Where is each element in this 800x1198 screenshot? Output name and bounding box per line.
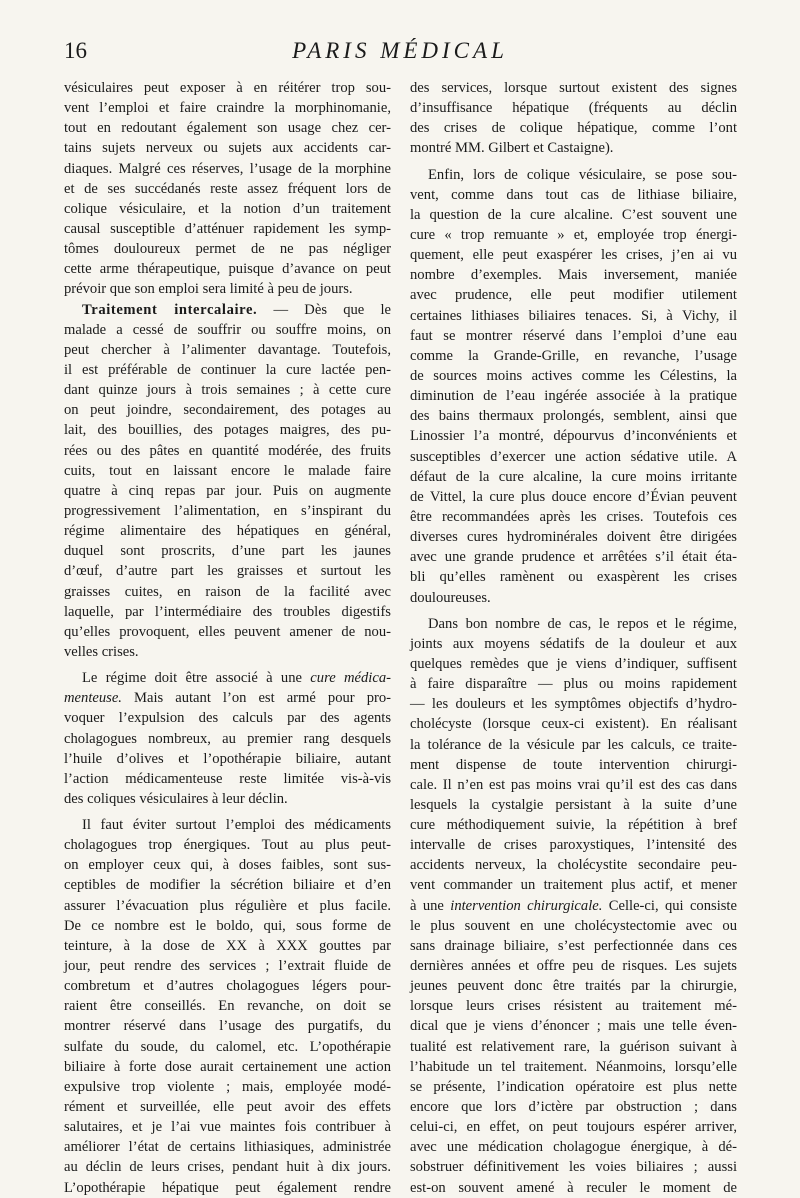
text-line: vent l’emploi et faire craindre la morphinomanie, [64, 100, 391, 117]
italic-term: intervention chirurgicale. [450, 897, 603, 914]
text-line: Enfin, lors de colique vésiculaire, se pose sou- [428, 166, 737, 183]
text-line: prévoir que son emploi sera limité à peu de jours. [64, 281, 353, 298]
text-line: peut chercher à l’alimenter davantage. Toutefois, [64, 341, 391, 358]
italic-term: cure médica- [310, 670, 391, 687]
text-line: des services, lorsque surtout existent des signes [410, 80, 737, 96]
text-line: l’action médicamenteuse reste limitée vis-à-vis [64, 770, 391, 787]
text-line: faut se montrer réservé dans l’emploi d’une eau [410, 327, 737, 344]
text-line: assurer l’évacuation plus régulière et plus facile. [64, 897, 391, 914]
text-line: causal susceptible d’atténuer rapidement les symp- [64, 220, 391, 237]
text-line: il est préférable de continuer la cure lactée pen- [64, 361, 391, 378]
text-line: joints aux moyens sédatifs de la douleur et aux [410, 635, 737, 652]
text-line: cure « trop remuante » et, employée trop énergi- [410, 226, 737, 243]
text-line: duquel sont proscrits, d’une part les jaunes [64, 543, 391, 560]
text-line: des bains thermaux prolongés, semblent, ainsi que [410, 408, 737, 425]
text-line: avec une médication cholagogue énergique, à dé- [410, 1139, 737, 1156]
italic-term: menteuse. [64, 690, 122, 707]
text-line [64, 300, 391, 320]
text-line: Il faut éviter surtout l’emploi des médicaments [82, 817, 391, 834]
text-line: cuits, tout en laissant encore le malade faire [64, 462, 391, 479]
text-line: lait, des bouillies, des potages maigres, des pu- [64, 422, 391, 439]
text-line: l’huile d’olives et l’opothérapie biliaire, autant [64, 750, 391, 767]
text-line: quelques remèdes que je viens d’indiquer, suffisent [410, 655, 737, 672]
text-line: vésiculaires peut exposer à en réitérer trop sou- [64, 80, 391, 96]
text-line: lesquels la cystalgie persistant à la suite d’une [410, 796, 737, 813]
text-line: laquelle, par l’intermédiaire des troubles digestifs [64, 603, 391, 620]
left-column [64, 78, 391, 1198]
text-line: malade a cessé de souffrir ou souffre moins, on [64, 321, 391, 338]
text-line: dical que je viens d’énoncer ; mais une telle éven- [410, 1018, 737, 1035]
text-line: et de ses succédanés reste assez fréquent lors de [64, 180, 391, 197]
text-line: cholagogues nombreux, au premier rang desquels [64, 730, 391, 747]
text-line: L’opothérapie hépatique peut également rendre [64, 1179, 391, 1196]
text-line: diaques. Malgré ces réserves, l’usage de la morphine [64, 160, 391, 177]
text-line: être recommandées après les crises. Toutefois ces [410, 508, 737, 525]
text-line: de Vittel, la cure plus douce encore d’Évian peuvent [410, 488, 737, 505]
text-line: cholagogues trop énergiques. Tout au plus peut- [64, 837, 391, 854]
text-line: avec prudence, elle peut modifier utilement [410, 287, 737, 304]
text-line: des coliques vésiculaires à leur déclin. [64, 790, 288, 807]
text-line: encore que lors d’ictère par obstruction ; dans [410, 1099, 737, 1116]
text-line: douloureuses. [410, 589, 491, 606]
text-run: — Dès que le [273, 301, 392, 318]
text-line: qu’elles provoquent, elles peuvent amener de nou- [64, 623, 391, 640]
text-line: d’œuf, d’autre part les graisses et surtout les [64, 563, 391, 580]
text-line: avec une grande prudence et arrêtées s’il était éta- [410, 549, 737, 566]
text-line: des crises de colique hépatique, comme l’ont [410, 120, 737, 137]
text-line: salutaires, et je l’ai vue maintes fois contribuer à [64, 1119, 391, 1136]
text-line: la tolérance de la vésicule par les calculs, ce traite- [410, 736, 737, 753]
text-line: De ce nombre est le boldo, qui, sous forme de [64, 917, 391, 934]
text-line: dant quinze jours à trois semaines ; à cette cure [64, 382, 391, 399]
text-line: régime alimentaire des hépatiques en général, [64, 523, 391, 540]
text-line: biliaire à forte dose aurait certainement une action [64, 1058, 391, 1075]
text-line: dernières années et offre peu de risques. Les sujets [410, 958, 737, 975]
text-line: sobstruer définitivement les voies biliaires ; aussi [410, 1159, 737, 1176]
text-line: diminution de l’eau ingérée associée à la pratique [410, 388, 737, 405]
text-line: Dans bon nombre de cas, le repos et le régime, [428, 615, 737, 632]
text-line: raient être conseillés. En revanche, on doit se [64, 998, 391, 1015]
text-line: jeunes peuvent donc être traités par la chirurgie, [410, 978, 737, 995]
text-line: cette arme thérapeutique, puisque d’avance on peut [64, 261, 391, 278]
text-line: velles crises. [64, 643, 139, 660]
text-line: la question de la cure alcaline. C’est souvent une [410, 206, 737, 223]
text-line: nombre d’exemples. Mais inversement, maniée [410, 267, 737, 284]
text-line: — les douleurs et les symptômes objectifs d’hydro- [410, 696, 737, 713]
text-run: Le régime doit être associé à une [82, 670, 302, 687]
text-line: bli qu’elles ramènent ou exaspèrent les crises [410, 569, 737, 586]
text-line: tualité est relativement rare, la guérison suivant à [410, 1038, 737, 1055]
text-line: intervalle de crises paroxystiques, l’intensité des [410, 837, 737, 854]
text-line: quatre à cinq repas par jour. Puis on augmente [64, 482, 391, 499]
text-line: lorsque leurs crises résistent au traitement mé- [410, 998, 737, 1015]
text-run: Mais autant l’on est armé pour pro- [134, 690, 392, 707]
text-line: on peut joindre, secondairement, des potages au [64, 402, 391, 419]
text-line: d’insuffisance hépatique (fréquents au déclin [410, 100, 737, 117]
text-line [64, 668, 391, 688]
text-line: quement, elle peut exaspérer les crises, j’en ai vu [410, 247, 737, 264]
text-line: celui-ci, en effet, on peut toujours espérer arriver, [410, 1119, 737, 1136]
section-heading: Traitement intercalaire. [82, 301, 258, 318]
text-line: vent commander un traitement plus actif, et mener [410, 877, 737, 894]
text-run: à une [410, 897, 444, 914]
text-line: susceptibles d’exercer une action sédative utile. A [410, 448, 737, 465]
text-line: progressivement l’alimentation, en s’inspirant du [64, 502, 391, 519]
text-line: rément et surveillée, elle peut avoir des effets [64, 1099, 391, 1116]
text-line: diverses cures hydrominérales doivent être dirigées [410, 529, 737, 546]
text-line: se présente, l’indication opératoire est plus nette [410, 1078, 737, 1095]
text-line: tout en redoutant également son usage chez cer- [64, 120, 391, 137]
text-line: l’habitude un tel traitement. Néanmoins, lorsqu’elle [410, 1058, 737, 1075]
text-line: graisses cuites, en raison de la facilité avec [64, 583, 391, 600]
text-line: montrer réservé dans l’usage des purgatifs, du [64, 1018, 391, 1035]
text-line: teinture, à la dose de XX à XXX gouttes par [64, 937, 391, 954]
text-line: à faire disparaître — plus ou moins rapidement [410, 676, 737, 693]
text-line: ment dispense de toute intervention chirurgi- [410, 756, 737, 773]
text-run: Celle-ci, qui consiste [608, 897, 737, 914]
text-line: voquer l’expulsion des calculs par des agents [64, 710, 391, 727]
running-title: PARIS MÉDICAL [292, 38, 508, 63]
text-line: ceptibles de modifier la sécrétion biliaire et d’en [64, 877, 391, 894]
text-line: défaut de la cure alcaline, la cure moins irritante [410, 468, 737, 485]
text-line: colique vésiculaire, et la notion d’un traitement [64, 200, 391, 217]
text-line [64, 688, 391, 708]
text-line: sulfate du soude, du calomel, etc. L’opothérapie [64, 1038, 391, 1055]
text-line [410, 896, 737, 916]
text-line: combretum et d’autres cholagogues légers pour- [64, 978, 391, 995]
text-line: vent, comme dans tout cas de lithiase biliaire, [410, 186, 737, 203]
text-line: Linossier l’a montré, dépourvus d’inconvénients et [410, 428, 737, 445]
text-line: est-on souvent amené à reculer le moment de [410, 1179, 737, 1196]
text-line: rées ou des pâtes en quantité modérée, des fruits [64, 442, 391, 459]
text-line: tains sujets nerveux ou sujets aux accidents car- [64, 140, 391, 157]
text-line: cure méthodiquement suivie, la répétition à bref [410, 817, 737, 834]
text-line: montré MM. Gilbert et Castaigne). [410, 140, 614, 157]
text-line: le plus souvent en une cholécystectomie avec ou [410, 917, 737, 934]
text-line: cholécyste (lorsque ceux-ci existent). En réalisant [410, 716, 737, 733]
right-column [410, 78, 737, 1198]
text-line: sans drainage biliaire, s’est perfectionnée dans ces [410, 937, 737, 954]
text-line: certaines lithiases biliaires tenaces. Si, à Vichy, il [410, 307, 737, 324]
text-line: tômes douloureux permet de ne pas négliger [64, 241, 391, 258]
text-line: jour, peut rendre des services ; l’extrait fluide de [64, 958, 391, 975]
text-line: de sources moins actives comme les Célestins, la [410, 367, 737, 384]
text-line: on employer ceux qui, à doses faibles, sont sus- [64, 857, 391, 874]
text-line: accidents nerveux, la cholécystite secondaire peu- [410, 857, 737, 874]
text-line: comme la Grande-Grille, en revanche, l’usage [410, 347, 737, 364]
text-line: cale. Il n’en est pas moins vrai qu’il est des cas dans [410, 776, 737, 793]
text-line: expulsive trop violente ; mais, employée modé- [64, 1078, 391, 1095]
text-line: améliorer l’état de certains lithiasiques, administrée [64, 1139, 391, 1156]
page-number: 16 [64, 38, 87, 63]
text-line: au déclin de leurs crises, pendant huit à dix jours. [64, 1159, 391, 1176]
